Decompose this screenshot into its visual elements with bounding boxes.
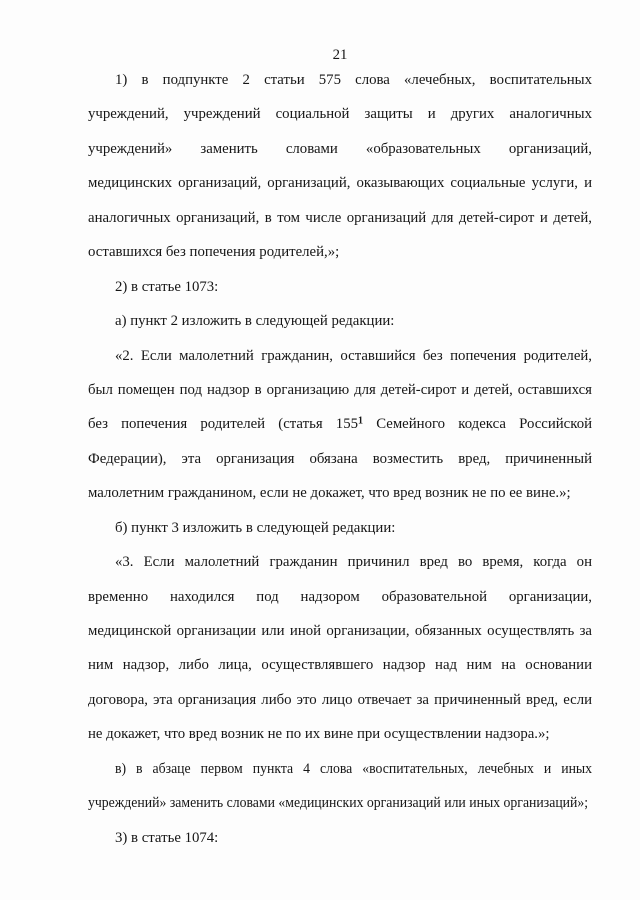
text-line: «2. Если малолетний гражданин, оставшийся без попечения родителей, [115, 347, 592, 364]
paragraph [88, 511, 592, 545]
page-number: 21 [332, 47, 348, 63]
paragraph [88, 752, 592, 821]
document-body [88, 63, 592, 855]
footnote-superscript: 1 [358, 415, 364, 427]
text-line: временно находился под надзором образовательной организации, [88, 588, 592, 605]
text-line: 3) в статье 1074: [115, 829, 219, 846]
text-line: а) пункт 2 изложить в следующей редакции: [115, 313, 395, 330]
paragraph [88, 304, 592, 338]
text-line: аналогичных организаций, в том числе организаций для детей-сирот и детей, [88, 209, 592, 226]
text-line: в) в абзаце первом пункта 4 слова «воспитательных, лечебных и иных [114, 760, 593, 777]
text-line: Федерации), эта организация обязана возместить вред, причиненный [88, 450, 592, 467]
text-line: б) пункт 3 изложить в следующей редакции: [115, 519, 396, 536]
paragraph [88, 545, 592, 752]
text-line: медицинских организаций, организаций, оказывающих социальные услуги, и [88, 175, 592, 192]
paragraph [88, 821, 592, 855]
text-line: медицинской организации или иной организации, обязанных осуществлять за [88, 623, 592, 639]
text-line: учреждений, учреждений социальной защиты и других аналогичных [88, 106, 592, 123]
text-line: 1) в подпункте 2 статьи 575 слова «лечебных, воспитательных [115, 72, 592, 88]
text-line: учреждений» заменить словами «медицинских организаций или иных организаций»; [88, 795, 589, 812]
text-line: был помещен под надзор в организацию для детей-сирот и детей, оставшихся [88, 381, 592, 398]
text-line: «3. Если малолетний гражданин причинил вред во время, когда он [115, 554, 592, 571]
text-line: учреждений» заменить словами «образовательных организаций, [88, 140, 592, 157]
text-line: малолетним гражданином, если не докажет, что вред возник не по ее вине.»; [88, 485, 571, 502]
paragraph [88, 63, 592, 270]
text-line: 2) в статье 1073: [115, 278, 219, 295]
text-line [88, 407, 592, 441]
text-line: не докажет, что вред возник не по их вине при осуществлении надзора.»; [88, 726, 550, 743]
text-line: ним надзор, либо лица, осуществлявшего надзор над ним на основании [88, 657, 592, 674]
text-segment: Семейного кодекса Российской [363, 416, 593, 433]
text-line: договора, эта организация либо это лицо отвечает за причиненный вред, если [88, 691, 592, 708]
paragraph [88, 270, 592, 304]
paragraph [88, 339, 592, 511]
text-segment: без попечения родителей (статья 155 [88, 416, 359, 433]
text-line: оставшихся без попечения родителей,»; [88, 244, 340, 261]
